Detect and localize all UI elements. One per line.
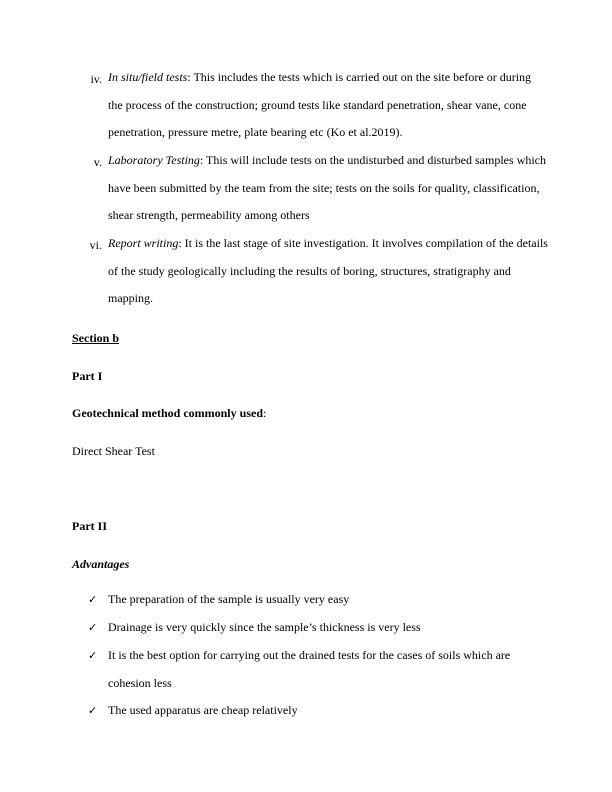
advantage-text: Drainage is very quickly since the sample’s thickness is very less <box>108 620 421 634</box>
part-heading: Part I <box>72 369 103 383</box>
part-heading: Part II <box>72 519 107 533</box>
list-item <box>72 230 548 314</box>
list-item-body: : This includes the tests which is carried out on the site before or during the process of the construction; ground tests like standard penetration, shear vane, cone penetration, pressure metre, plate bearing etc (Ko et al.2019). <box>108 70 532 140</box>
method-heading-colon: : <box>263 406 267 420</box>
advantage-text: The used apparatus are cheap relatively <box>108 703 298 717</box>
advantage-text: It is the best option for carrying out the drained tests for the cases of soils which are cohesion less <box>108 648 511 690</box>
check-icon: ✓ <box>88 704 98 717</box>
check-icon: ✓ <box>88 621 98 634</box>
list-item-text <box>108 147 548 230</box>
list-item-text <box>108 64 548 147</box>
list-item <box>72 64 542 148</box>
advantages-heading: Advantages <box>72 557 130 571</box>
section-heading: Section b <box>72 331 120 345</box>
method-heading <box>72 405 266 421</box>
list-item-body: : This will include tests on the undisturbed and disturbed samples which have been submitted by the team from the site; tests on the soils for quality, classification, shear strength, permeability among others <box>108 153 546 223</box>
method-heading-label: Geotechnical method commonly used <box>72 406 263 420</box>
check-icon: ✓ <box>88 649 98 662</box>
method-value: Direct Shear Test <box>72 444 155 458</box>
list-item <box>72 147 546 231</box>
list-numeral: v. <box>93 155 102 169</box>
list-item-label: Report writing <box>108 236 179 250</box>
check-icon: ✓ <box>88 593 98 606</box>
list-item-label: In situ/field tests <box>108 70 188 84</box>
list-item-body: : It is the last stage of site investigation. It involves compilation of the details of the study geologically including the results of boring, structures, stratigraphy and mapping. <box>108 236 548 306</box>
list-numeral: iv. <box>90 72 102 86</box>
list-item-label: Laboratory Testing <box>108 153 200 167</box>
list-item-text <box>108 230 548 313</box>
advantage-text: The preparation of the sample is usually very easy <box>108 592 350 606</box>
list-numeral: vi. <box>89 238 102 252</box>
